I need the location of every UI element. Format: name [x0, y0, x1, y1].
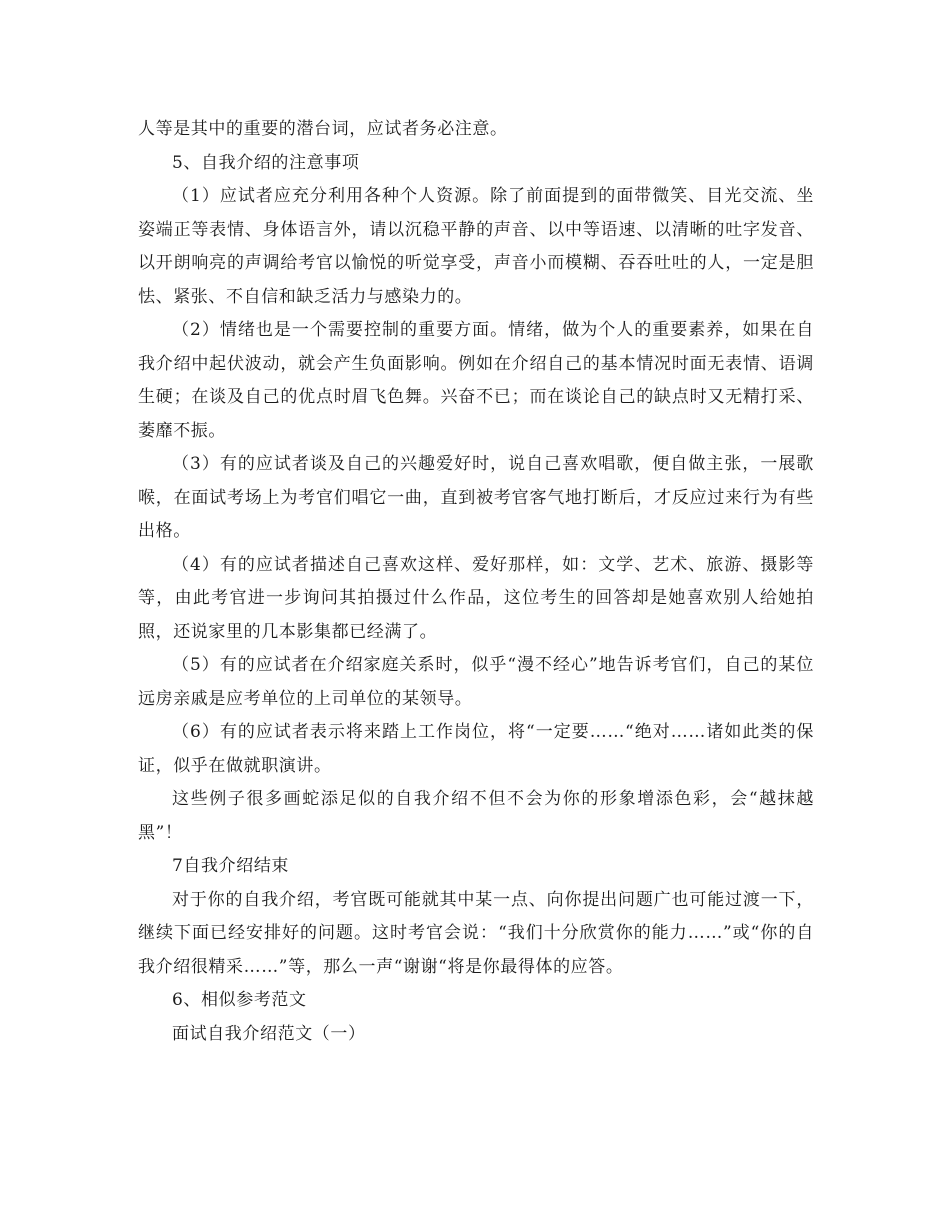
sample-title: 面试自我介绍范文（一）	[172, 1023, 366, 1044]
paragraph-summary: 这些例子很多画蛇添足似的自我介绍不但不会为你的形象增添色彩，会“越抹越黑”！	[138, 789, 814, 843]
document-page	[138, 113, 814, 1051]
section-heading-ending: 7自我介绍结束	[172, 856, 290, 876]
section-heading-notes: 5、自我介绍的注意事项	[172, 152, 360, 173]
paragraph-ending: 对于你的自我介绍，考官既可能就其中某一点、向你提出问题广也可能过渡一下，继续下面已经安排好的问题。这时考官会说：“我们十分欣赏你的能力……”或“你的自我介绍很精采……”等，那么一声“谢谢“将是你最得体的应答。	[138, 889, 814, 977]
paragraph-continuation: 人等是其中的重要的潜台词，应试者务必注意。	[138, 119, 508, 139]
paragraph-item-2: （2）情绪也是一个需要控制的重要方面。情绪，做为个人的重要素养，如果在自我介绍中起伏波动，就会产生负面影响。例如在介绍自己的基本情况时面无表情、语调生硬；在谈及自己的优点时眉飞色舞。兴奋不已；而在谈论自己的缺点时又无精打采、萎靡不振。	[138, 320, 814, 441]
paragraph-item-5: （5）有的应试者在介绍家庭关系时，似乎“漫不经心”地告诉考官们，自己的某位远房亲戚是应考单位的上司单位的某领导。	[138, 655, 814, 709]
paragraph-item-3: （3）有的应试者谈及自己的兴趣爱好时，说自己喜欢唱歌，便自做主张，一展歌喉，在面试考场上为考官们唱它一曲，直到被考官客气地打断后，才反应过来行为有些出格。	[138, 454, 814, 541]
paragraph-item-6: （6）有的应试者表示将来踏上工作岗位，将“一定要……“绝对……诸如此类的保证，似乎在做就职演讲。	[138, 722, 814, 776]
paragraph-item-1: （1）应试者应充分利用各种个人资源。除了前面提到的面带微笑、目光交流、坐姿端正等表情、身体语言外，请以沉稳平静的声音、以中等语速、以清晰的吐字发音、以开朗响亮的声调给考官以愉悦的听觉享受，声音小而模糊、吞吞吐吐的人，一定是胆怯、紧张、不自信和缺乏活力与感染力的。	[138, 186, 814, 307]
paragraph-item-4: （4）有的应试者描述自己喜欢这样、爱好那样，如：文学、艺术、旅游、摄影等等，由此考官进一步询问其拍摄过什么作品，这位考生的回答却是她喜欢别人给她拍照，还说家里的几本影集都已经满了。	[138, 554, 814, 642]
section-heading-samples: 6、相似参考范文	[172, 990, 307, 1010]
